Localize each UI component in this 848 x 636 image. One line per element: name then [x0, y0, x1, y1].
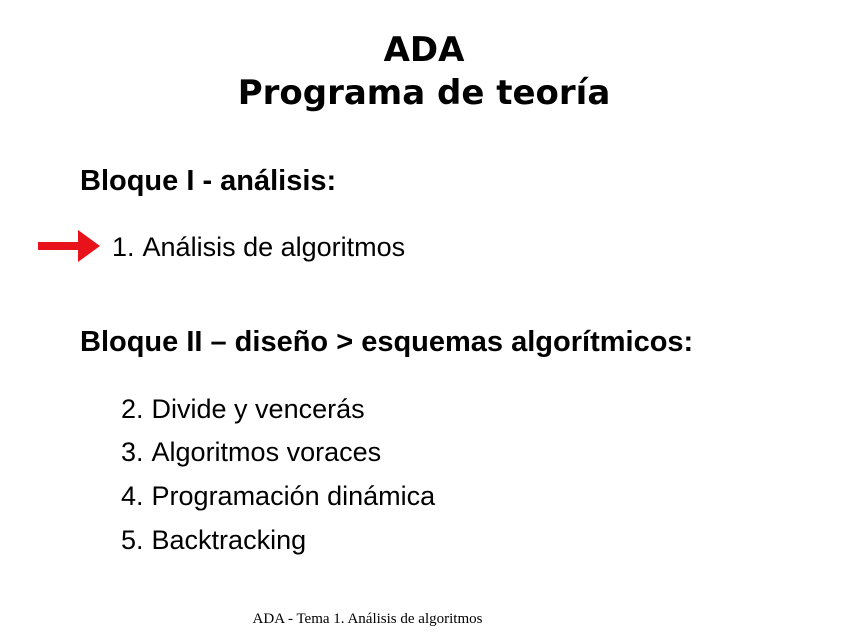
item-text: Programación dinámica — [151, 481, 436, 511]
item-number: 4. — [121, 481, 144, 511]
list-item — [112, 231, 405, 263]
list-item — [121, 480, 435, 512]
slide-footer: ADA - Tema 1. Análisis de algoritmos — [252, 611, 483, 627]
item-text: Divide y vencerás — [151, 394, 365, 424]
list-item — [121, 393, 365, 425]
slide-title: ADA — [383, 30, 465, 70]
item-text: Análisis de algoritmos — [142, 232, 406, 262]
item-text: Algoritmos voraces — [151, 437, 382, 467]
item-number: 3. — [121, 437, 144, 467]
item-text: Backtracking — [151, 525, 307, 555]
item-number: 1. — [112, 232, 135, 262]
block-2-heading: Bloque II – diseño > esquemas algorítmicos: — [80, 326, 694, 358]
list-item — [121, 524, 306, 556]
block-1-heading: Bloque I - análisis: — [80, 165, 337, 197]
slide-subtitle: Programa de teoría — [237, 73, 611, 113]
list-item — [121, 436, 381, 468]
item-number: 2. — [121, 394, 144, 424]
item-number: 5. — [121, 525, 144, 555]
right-arrow-icon — [38, 228, 100, 264]
